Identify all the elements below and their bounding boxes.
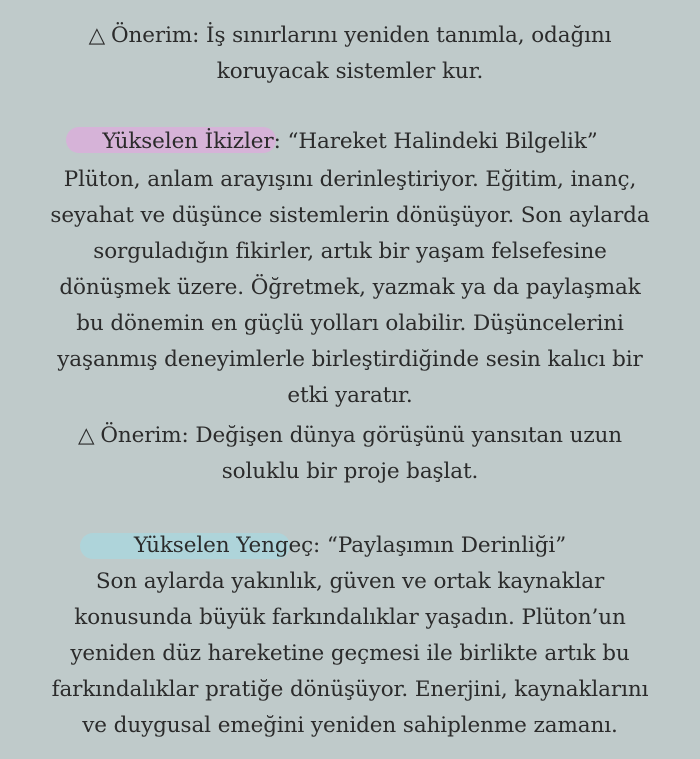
triangle-icon: △: [88, 23, 106, 48]
tip-line: [0, 418, 700, 454]
body-line: Plüton, anlam arayışını derinleştiriyor. Eğitim, inanç,: [63, 167, 637, 192]
body-line: konusunda büyük farkındalıklar yaşadın. Plüton’un: [74, 605, 626, 630]
body-line: yaşanmış deneyimlerle birleştirdiğinde sesin kalıcı bir: [57, 347, 643, 372]
section-heading: Yükselen Yengeç: “Paylaşımın Derinliği”: [133, 533, 567, 558]
tip-text: Önerim: Değişen dünya görüşünü yansıtan uzun: [100, 423, 623, 448]
tip-text: Önerim: İş sınırlarını yeniden tanımla, odağını: [111, 23, 612, 48]
body-line: etki yaratır.: [287, 383, 413, 408]
section-heading: Yükselen İkizler: “Hareket Halindeki Bilgelik”: [102, 129, 598, 154]
body-line: Son aylarda yakınlık, güven ve ortak kaynaklar: [95, 569, 605, 594]
body-line: bu dönemin en güçlü yolları olabilir. Düşüncelerini: [76, 311, 624, 336]
body-line: sorguladığın fikirler, artık bir yaşam felsefesine: [93, 239, 607, 264]
body-line: ve duygusal emeğini yeniden sahiplenme zamanı.: [82, 713, 618, 738]
body-line: dönüşmek üzere. Öğretmek, yazmak ya da paylaşmak: [59, 275, 641, 300]
tip-line: koruyacak sistemler kur.: [216, 59, 484, 84]
body-line: seyahat ve düşünce sistemlerin dönüşüyor. Son aylarda: [50, 203, 650, 228]
tip-line: soluklu bir proje başlat.: [221, 459, 479, 484]
body-line: farkındalıklar pratiğe dönüşüyor. Enerjini, kaynaklarını: [51, 677, 649, 702]
tip-line: [0, 18, 700, 54]
triangle-icon: △: [77, 423, 95, 448]
body-line: yeniden düz hareketine geçmesi ile birlikte artık bu: [70, 641, 630, 666]
